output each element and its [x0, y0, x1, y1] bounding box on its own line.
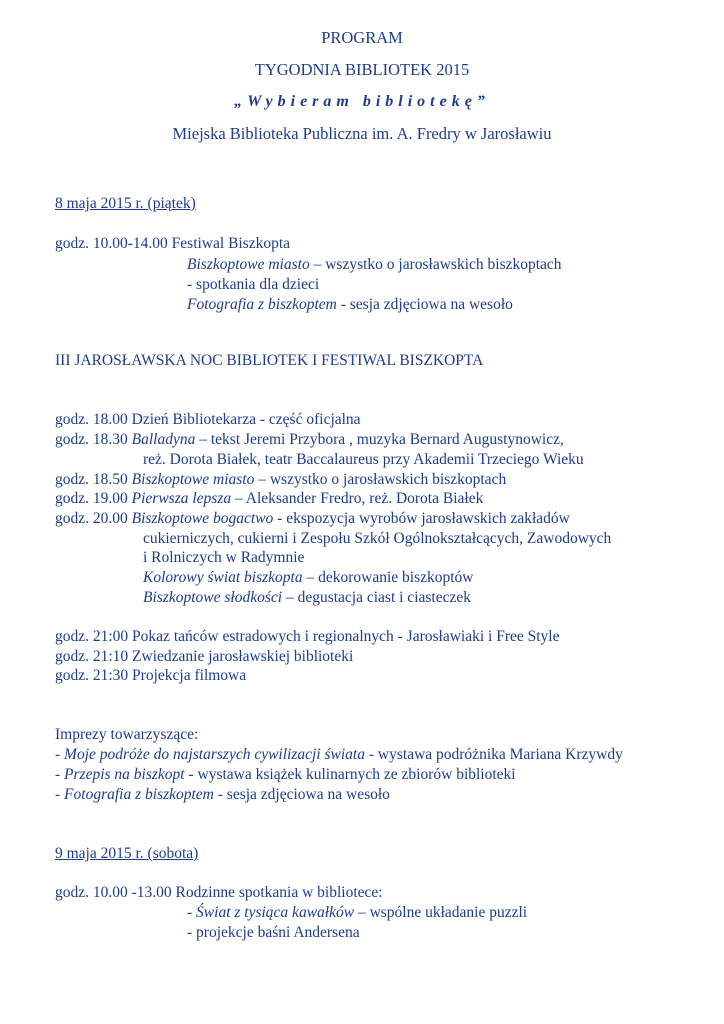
- night-row-2: godz. 18.30 Balladyna – tekst Jeremi Przybora , muzyka Bernard Augustynowicz,: [55, 431, 564, 448]
- program-title: PROGRAM: [321, 28, 403, 47]
- night-row-5: godz. 20.00 Biszkoptowe bogactwo - ekspozycja wyrobów jarosławskich zakładów: [55, 510, 570, 527]
- extras-item-3: - Fotografia z biszkoptem - sesja zdjęciowa na wesoło: [55, 786, 390, 803]
- night-row-5-line3: i Rolniczych w Radymnie: [143, 549, 305, 566]
- night-row-5-line5: Biszkoptowe słodkości – degustacja ciast i ciasteczek: [143, 589, 471, 606]
- night-row-3: godz. 18.50 Biszkoptowe miasto – wszystko o jarosławskich biszkoptach: [55, 471, 507, 488]
- night-row-7: godz. 21:10 Zwiedzanie jarosławskiej biblioteki: [55, 648, 354, 665]
- day2-event: godz. 10.00 -13.00 Rodzinne spotkania w bibliotece:: [55, 884, 383, 901]
- extras-item-1: - Moje podróże do najstarszych cywilizacji świata - wystawa podróżnika Mariana Krzywdy: [55, 746, 623, 763]
- day1-event-time: godz. 10.00-14.00 Festiwal Biszkopta: [55, 235, 291, 252]
- extras-heading: Imprezy towarzyszące:: [55, 726, 199, 743]
- day1-event-line3: - spotkania dla dzieci: [187, 276, 320, 293]
- night-row-5-line2: cukierniczych, cukierni i Zespołu Szkół Ogólnokształcących, Zawodowych: [143, 530, 612, 547]
- day2-date: 9 maja 2015 r. (sobota): [55, 845, 199, 862]
- day2-event-line3: - projekcje baśni Andersena: [187, 924, 360, 941]
- day2-event-line2: - Świat z tysiąca kawałków – wspólne układanie puzzli: [187, 904, 528, 921]
- motto: „Wybieram bibliotekę”: [234, 93, 490, 110]
- night-row-2-line2: reż. Dorota Białek, teatr Baccalaureus przy Akademii Trzeciego Wieku: [143, 451, 584, 468]
- night-row-6: godz. 21:00 Pokaz tańców estradowych i regionalnych - Jarosławiaki i Free Style: [55, 628, 560, 645]
- extras-item-2: - Przepis na biszkopt - wystawa książek kulinarnych ze zbiorów biblioteki: [55, 766, 516, 783]
- night-heading: III JAROSŁAWSKA NOC BIBLIOTEK I FESTIWAL BISZKOPTA: [55, 352, 484, 369]
- day1-event-line2: Biszkoptowe miasto – wszystko o jarosławskich biszkoptach: [187, 256, 562, 273]
- night-row-8: godz. 21:30 Projekcja filmowa: [55, 667, 247, 684]
- night-row-4: godz. 19.00 Pierwsza lepsza – Aleksander Fredro, reż. Dorota Białek: [55, 490, 484, 507]
- day1-date: 8 maja 2015 r. (piątek): [55, 195, 196, 212]
- week-title: TYGODNIA BIBLIOTEK 2015: [254, 60, 470, 79]
- night-row-1: godz. 18.00 Dzień Bibliotekarza - część oficjalna: [55, 411, 361, 428]
- night-row-5-line4: Kolorowy świat biszkopta – dekorowanie biszkoptów: [143, 569, 474, 586]
- library-name: Miejska Biblioteka Publiczna im. A. Fredry w Jarosławiu: [172, 124, 552, 143]
- day1-event-line4: Fotografia z biszkoptem - sesja zdjęciowa na wesoło: [187, 296, 513, 313]
